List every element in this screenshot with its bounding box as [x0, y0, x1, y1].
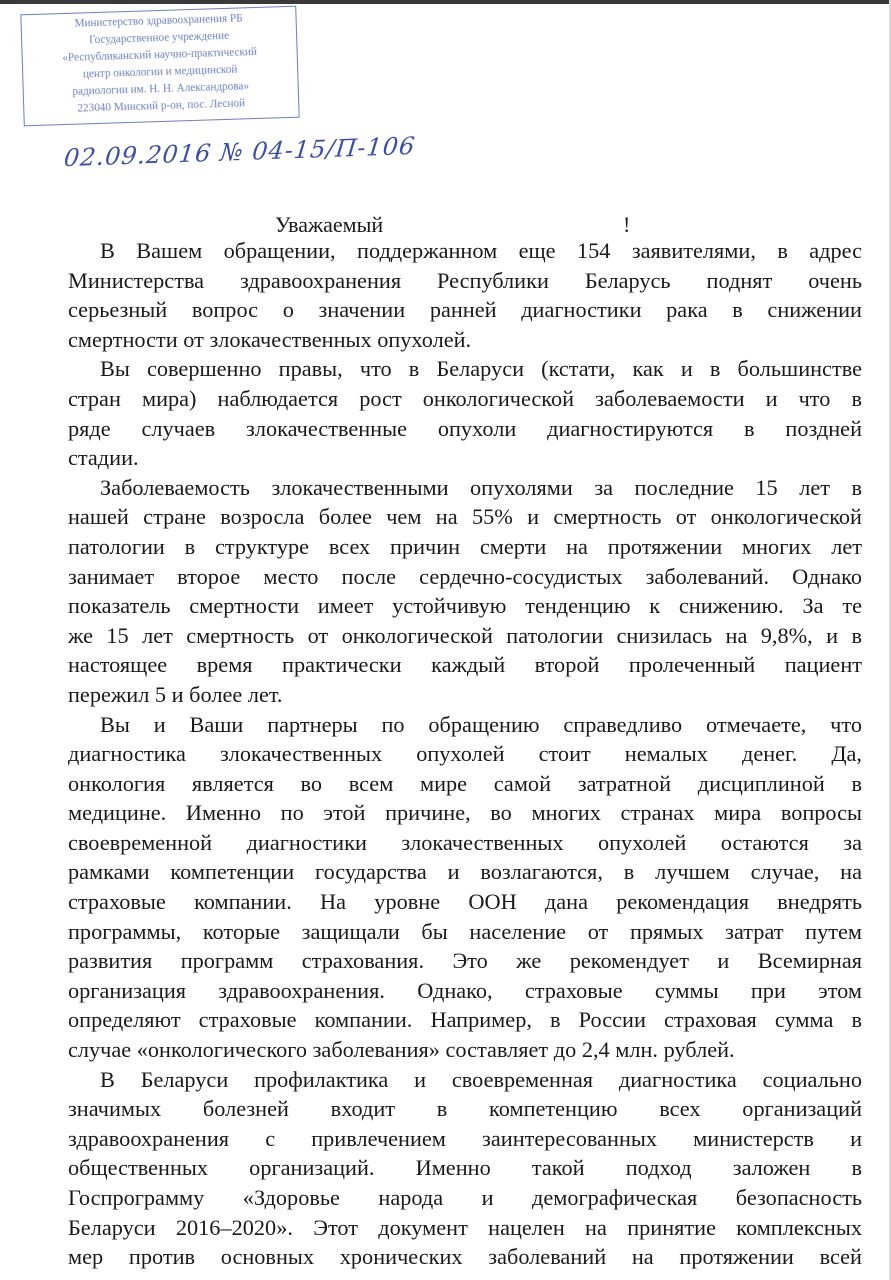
text-line: же 15 лет смертность от онкологической патологии снизилась на 9,8%, и в — [68, 622, 862, 648]
text-line: Вы совершенно правы, что в Беларуси (кстати, как и в большинстве — [100, 356, 862, 382]
text-line: медицине. Именно по этой причине, во многих странах мира вопросы — [68, 800, 862, 826]
text-line: Госпрограмму «Здоровье народа и демографическая безопасность — [68, 1185, 862, 1210]
text-line: ряде случаев злокачественные опухоли диагностируются в поздней — [68, 415, 862, 441]
salutation: Уважаемый — [275, 212, 384, 237]
text-line: стран мира) наблюдается рост онкологической заболеваемости и что в — [68, 385, 862, 411]
text-line: показатель смертности имеет устойчивую тенденцию к снижению. За те — [68, 593, 862, 619]
paragraph — [68, 1065, 862, 1272]
text-line: стадии. — [68, 445, 139, 471]
paragraph — [68, 710, 862, 1065]
text-line: диагностика злокачественных опухолей стоит немалых денег. Да, — [68, 741, 862, 767]
text-line: организация здравоохранения. Однако, страховые суммы при этом — [68, 977, 862, 1003]
text-line: патологии в структуре всех причин смерти на протяжении многих лет — [68, 533, 862, 559]
text-line: настоящее время практически каждый второй пролеченный пациент — [68, 652, 862, 678]
institution-stamp — [20, 6, 299, 127]
text-line: Беларуси 2016–2020». Этот документ нацелен на принятие комплексных — [68, 1214, 862, 1240]
text-line: значимых болезней входит в компетенцию всех организаций — [68, 1096, 862, 1122]
text-line: рамками компетенции государства и возлагаются, в лучшем случае, на — [68, 859, 862, 885]
text-line: случае «онкологического заболевания» составляет до 2,4 млн. рублей. — [68, 1037, 735, 1063]
text-line: своевременной диагностики злокачественных опухолей остаются за — [68, 829, 862, 855]
text-line: В Вашем обращении, поддержанном еще 154 заявителями, в адрес — [100, 238, 862, 263]
greeting — [275, 212, 635, 238]
paragraph — [68, 473, 862, 710]
text-line: Заболеваемость злокачественными опухолями за последние 15 лет в — [100, 474, 862, 500]
stamp-line: радиологии им. Н. Н. Александрова» — [72, 80, 250, 98]
text-line: серьезный вопрос о значении ранней диагностики рака в снижении — [68, 297, 862, 323]
registration-number: 02.09.2016 № 04-15/П-106 — [62, 131, 417, 173]
text-line: смертности от злокачественных опухолей. — [68, 326, 472, 352]
stamp-line: Государственное учреждение — [88, 29, 230, 47]
stamp-line: «Республиканский научно-практический — [62, 45, 258, 65]
stamp-line: центр онкологии и медицинской — [82, 63, 238, 81]
text-line: страховые компании. На уровне ООН дана рекомендация внедрять — [68, 889, 862, 915]
letter-body — [68, 236, 862, 1272]
text-line: развития программ страхования. Это же рекомендует и Всемирная — [68, 948, 862, 974]
text-line: занимает второе место после сердечно-сосудистых заболеваний. Однако — [68, 563, 862, 589]
text-line: В Беларуси профилактика и своевременная диагностика социально — [100, 1066, 862, 1092]
text-line: здравоохранения с привлечением заинтересованных министерств и — [68, 1125, 862, 1151]
text-line: нашей стране возросла более чем на 55% и смертность от онкологической — [68, 504, 862, 530]
text-line: программы, которые защищали бы население от прямых затрат путем — [68, 918, 862, 944]
text-line: общественных организаций. Именно такой подход заложен в — [68, 1155, 862, 1181]
stamp-line: Министерство здравоохранения РБ — [74, 12, 243, 30]
salutation-exclamation: ! — [623, 212, 631, 237]
text-line: пережил 5 и более лет. — [68, 681, 283, 707]
paragraph — [68, 236, 862, 354]
stamp-line: 223040 Минский р-он, пос. Лесной — [77, 97, 246, 115]
paragraph — [68, 354, 862, 472]
text-line: мер против основных хронических заболеваний на протяжении всей — [68, 1244, 862, 1270]
text-line: онкология является во всем мире самой затратной дисциплиной в — [68, 770, 862, 796]
text-line: Министерства здравоохранения Республики Беларусь поднят очень — [68, 267, 862, 293]
scan-top-border — [0, 0, 891, 4]
text-line: определяют страховые компании. Например, в России страховая сумма в — [68, 1007, 862, 1033]
text-line: Вы и Ваши партнеры по обращению справедливо отмечаете, что — [100, 711, 862, 737]
